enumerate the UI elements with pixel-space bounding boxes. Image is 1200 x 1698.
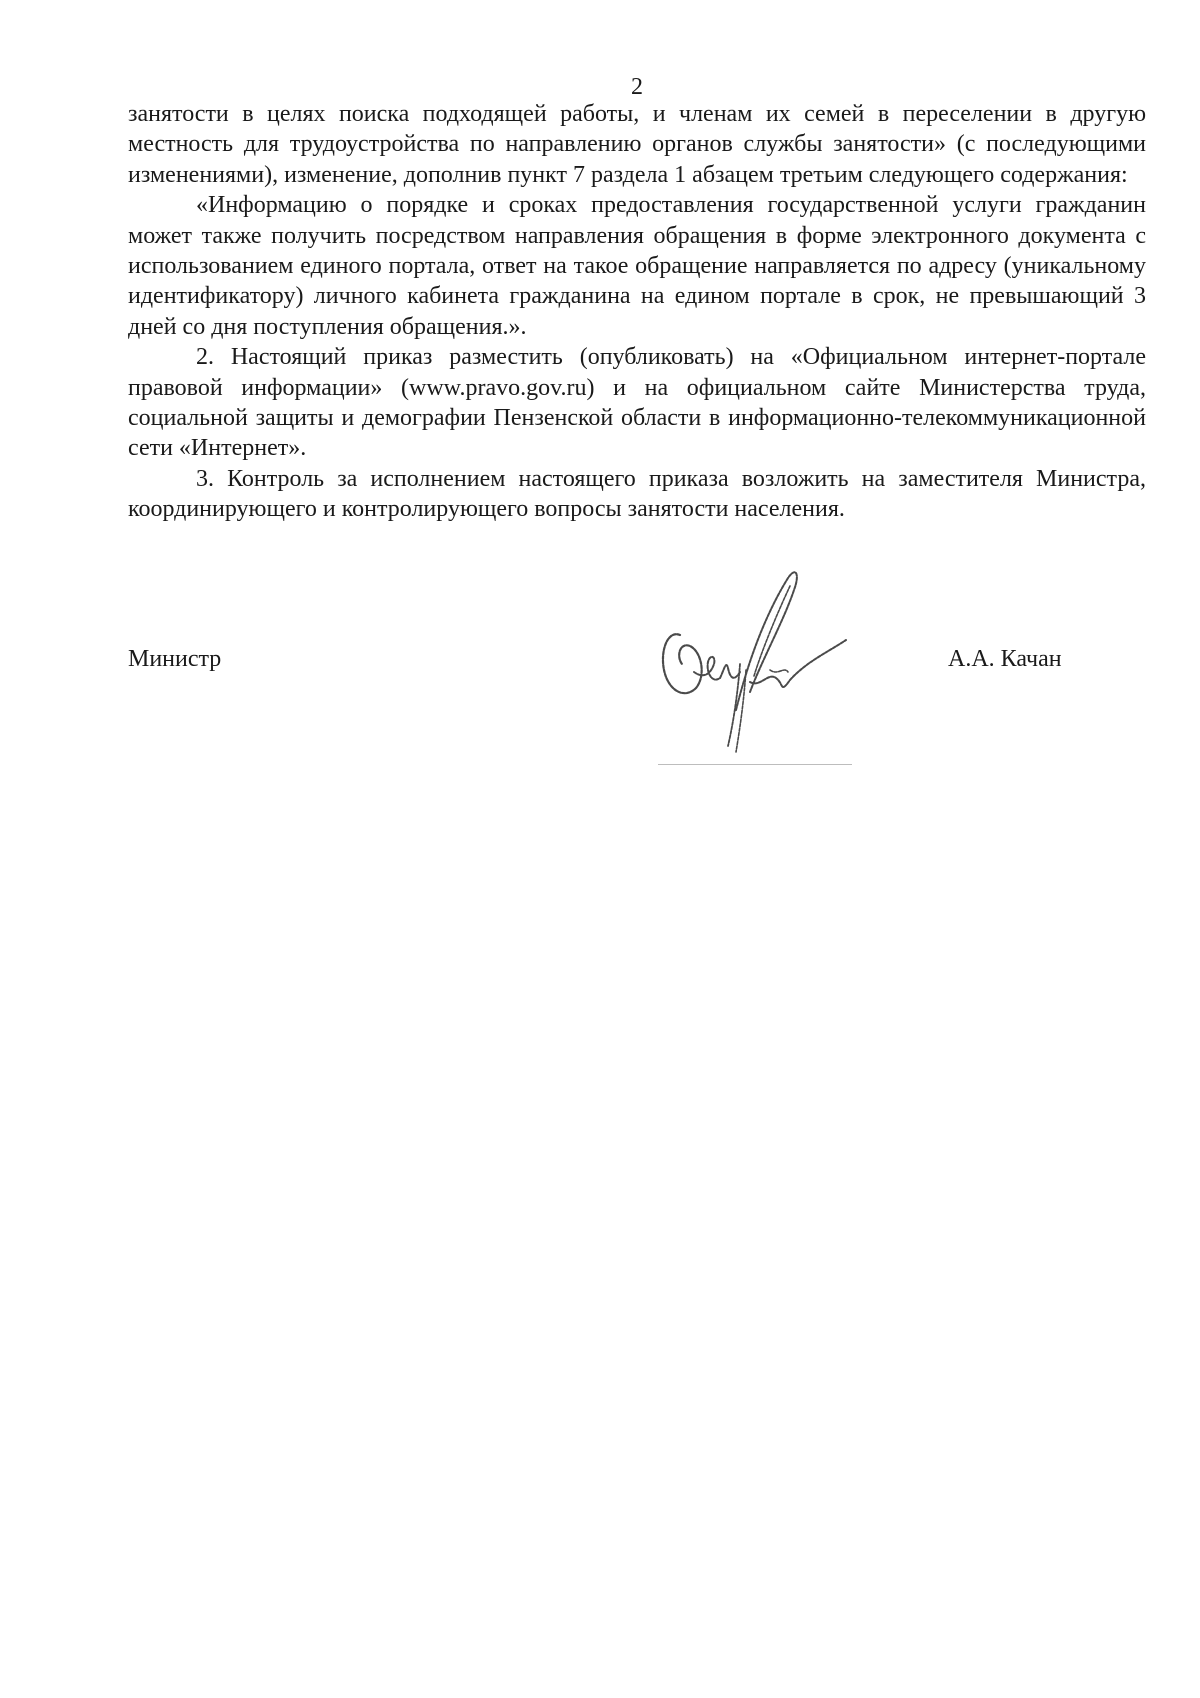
handwritten-signature-icon: [650, 560, 860, 775]
paragraph-item-2: 2. Настоящий приказ разместить (опубликовать) на «Официальном интернет-портале правовой информации» (www.pravo.gov.ru) и на официальном сайте Министерства труда, социальной защиты и демографии Пензенской области в информационно-телекоммуникационной сети «Интернет».: [128, 344, 1146, 462]
signatory-name: А.А. Качан: [948, 646, 1062, 672]
page-number: 2: [631, 74, 643, 100]
signatory-title: Министр: [128, 646, 222, 672]
paragraph-quote: «Информацию о порядке и сроках предоставления государственной услуги гражданин может также получить посредством направления обращения в форме электронного документа с использованием единого портала, ответ на такое обращение направляется по адресу (уникальному идентификатору) личного кабинета гражданина на едином портале в срок, не превышающий 3 дней со дня поступления обращения.».: [128, 192, 1146, 340]
paragraph-continuation: занятости в целях поиска подходящей работы, и членам их семей в переселении в другую местность для трудоустройства по направлению органов службы занятости» (с последующими изменениями), изменение, дополнив пункт 7 раздела 1 абзацем третьим следующего содержания:: [128, 101, 1146, 188]
paragraph-item-3: 3. Контроль за исполнением настоящего приказа возложить на заместителя Министра, координирующего и контролирующего вопросы занятости населения.: [128, 465, 1146, 523]
